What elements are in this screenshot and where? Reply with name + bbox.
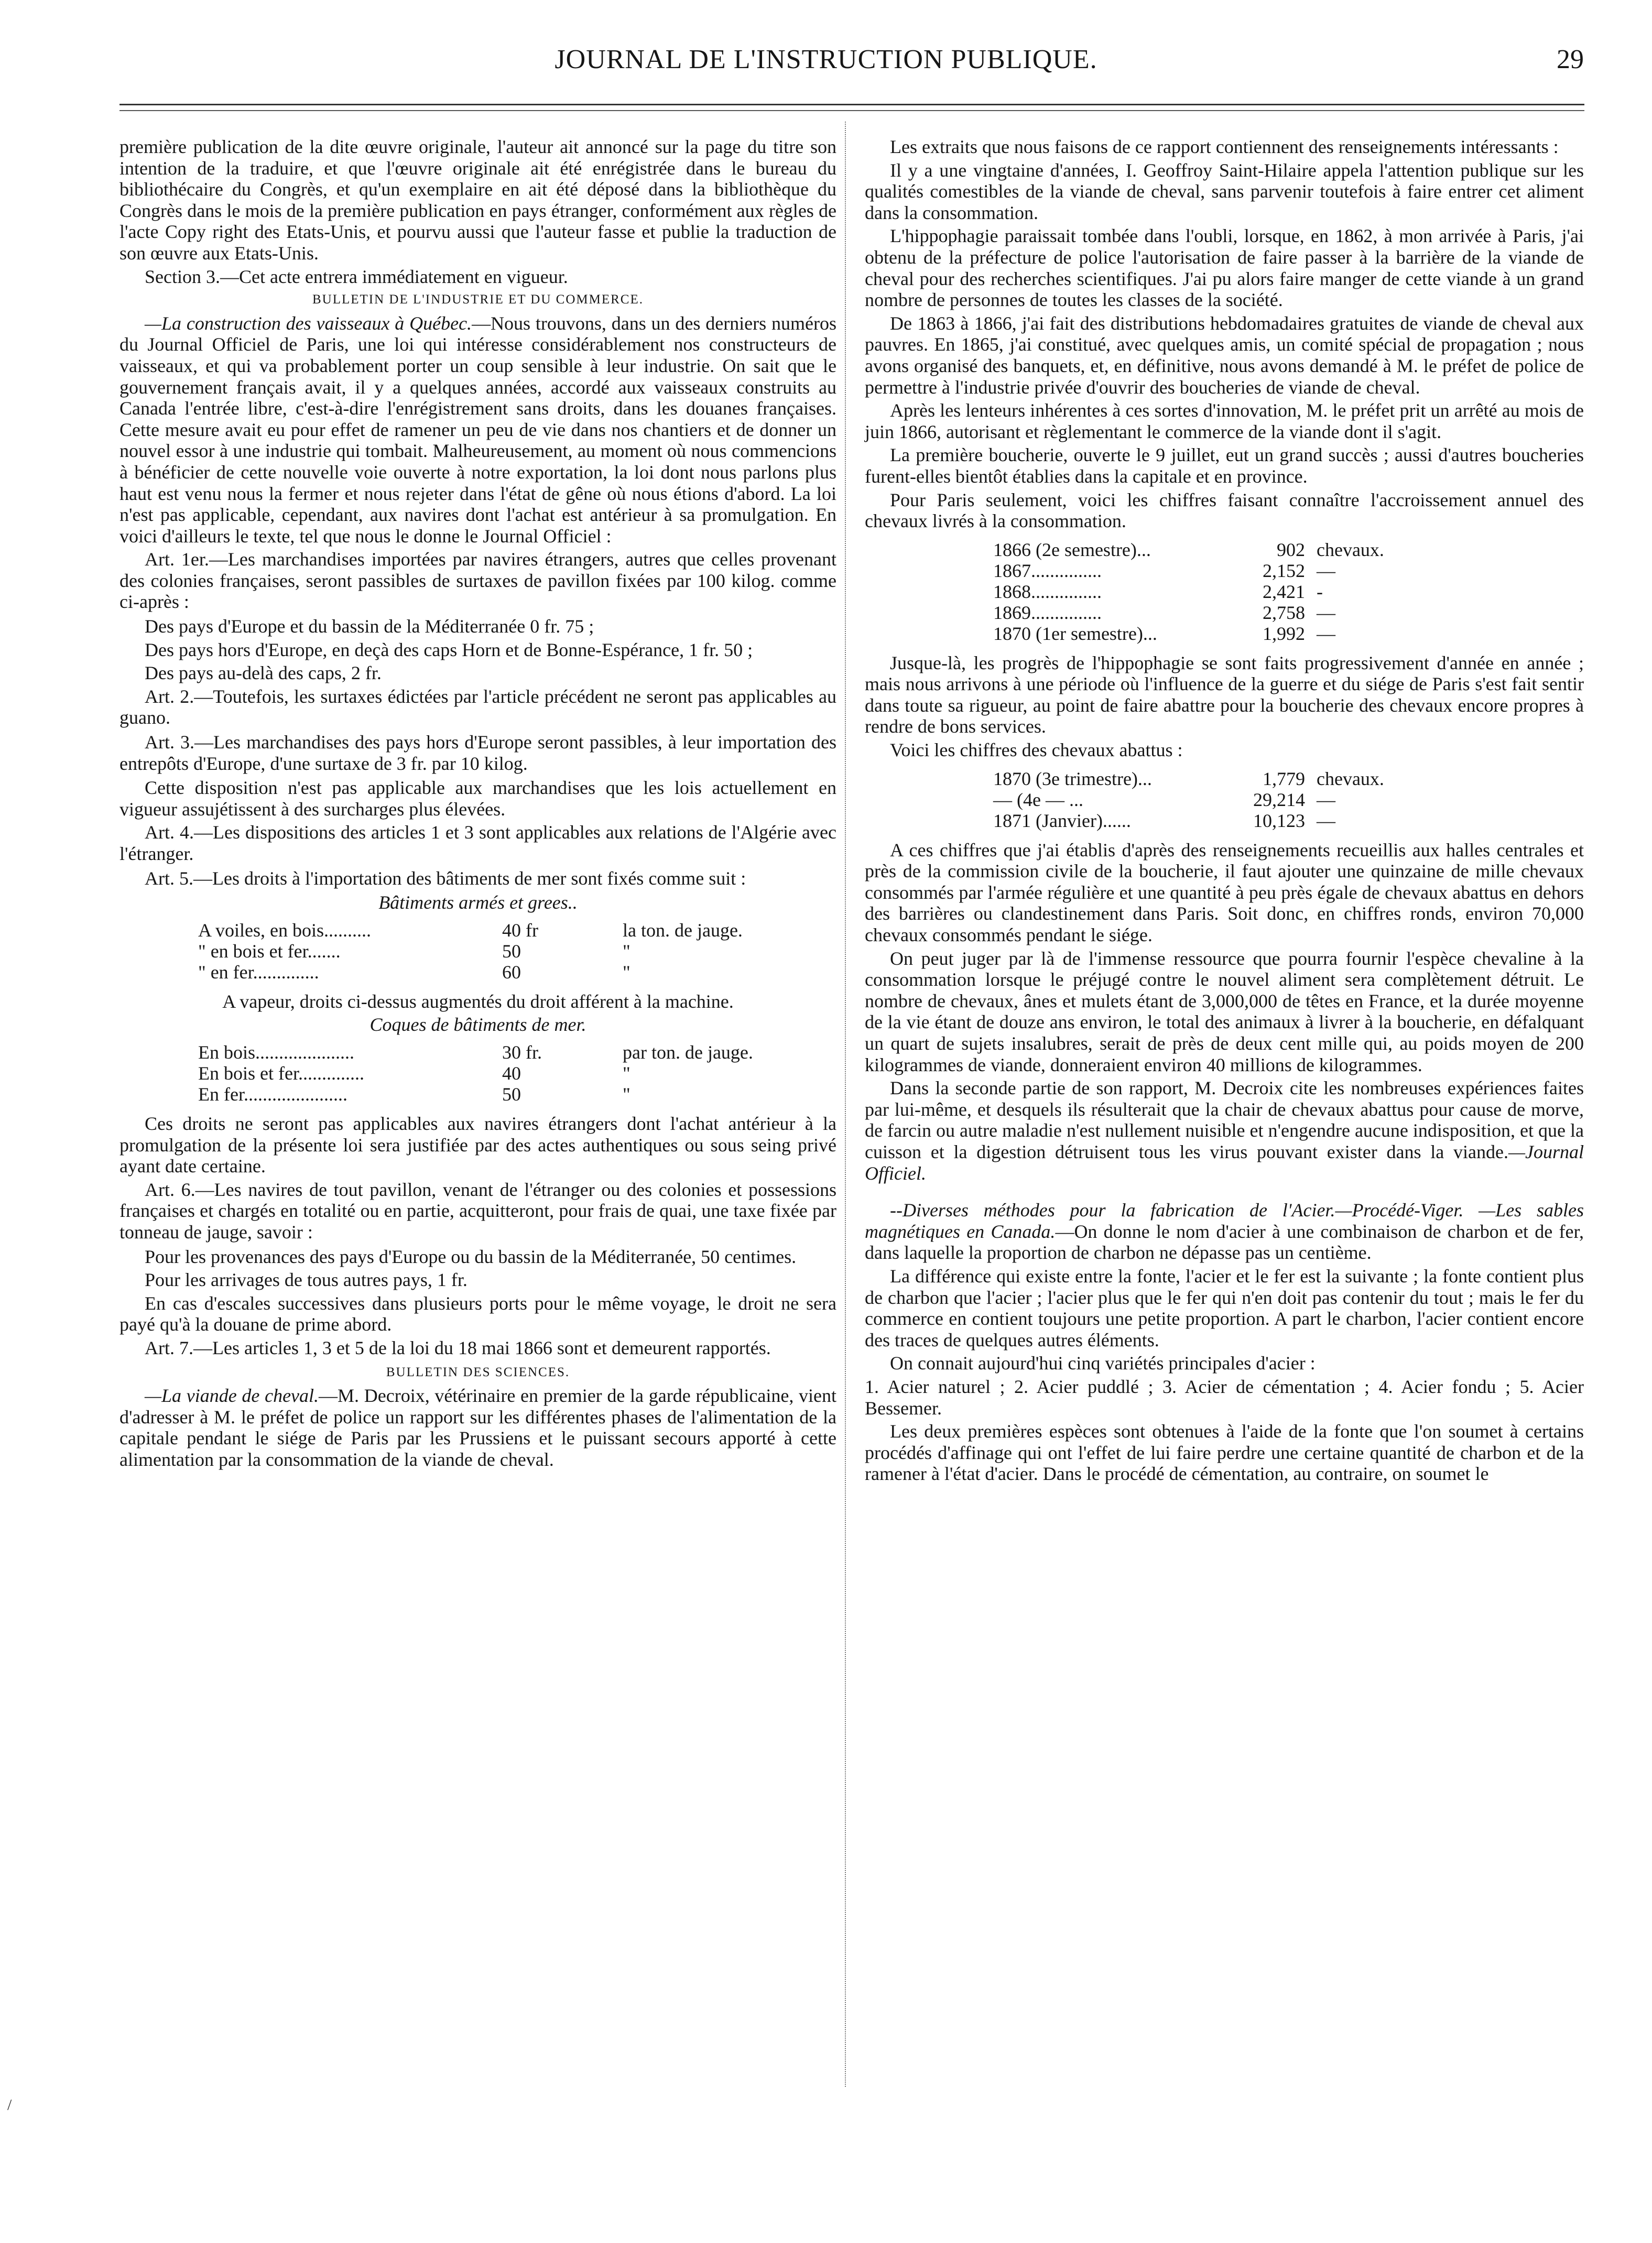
paragraph: Des pays au-delà des caps, 2 fr. — [145, 662, 382, 684]
section-heading-sciences: BULLETIN DES SCIENCES. — [386, 1365, 570, 1379]
tariff-label: " en bois et fer....... — [198, 940, 341, 962]
paragraph: Voici les chiffres des chevaux abattus : — [890, 739, 1183, 761]
stats-row — [865, 810, 1584, 831]
stats-unit: — — [1317, 789, 1335, 810]
paragraph: La différence qui existe entre la fonte, l'acier et le fer est la suivante ; la fonte contient plus de charbon que l'acier ; l'acier plus que le fer qui n'en doit pas contenir du tout ; mais le fer du commerce en contient toujours une petite proportion. A part le charbon, l'acier contient encore des traces de quelques autres éléments. — [865, 1265, 1584, 1351]
horse-stats-table — [865, 539, 1584, 644]
paragraph: Art. 4.—Les dispositions des articles 1 et 3 sont applicables aux relations de l'Algérie avec l'étranger. — [119, 822, 836, 864]
article-title: --Diverses méthodes pour la fabrication de l'Acier.—Procédé-Viger. —Les sables magnétiques en Canada. — [865, 1200, 1584, 1242]
paragraph: A ces chiffres que j'ai établis d'après des renseignements recueillis aux halles centrales et près de la commission civile de la boucherie, il faut ajouter une quinzaine de mille chevaux consommés par l'armée régulière et une quantité à peu près égale de chevaux abattus en dehors des barrières ou clandestinement dans Paris. Soit donc, en chiffres ronds, environ 70,000 chevaux consommés pendant le siége. — [865, 839, 1584, 946]
tariff-row — [119, 962, 836, 983]
stats-value: 902 — [1277, 539, 1305, 560]
stats-label: 1871 (Janvier)...... — [993, 810, 1131, 831]
stats-label: — (4e — ... — [993, 789, 1083, 810]
paragraph-body: Dans la seconde partie de son rapport, M. Decroix cite les nombreuses expériences faites par lui-même, et desquels ils résulterait que la chair de chevaux abattus pour cause de morve, de farcin ou autre maladie n'est nullement nuisible et n'engendre aucune indisposition, et que la cuisson et la digestion détruisent tous les virus pouvant exister dans la viande. — [865, 1077, 1584, 1162]
stats-row — [865, 539, 1584, 560]
paragraph: 1. Acier naturel ; 2. Acier puddlé ; 3. Acier de cémentation ; 4. Acier fondu ; 5. Acier Bessemer. — [865, 1376, 1584, 1419]
tariff-label: A voiles, en bois.......... — [198, 919, 371, 941]
paragraph: Pour Paris seulement, voici les chiffres faisant connaître l'accroissement annuel des chevaux livrés à la consommation. — [865, 489, 1584, 532]
tariff-row — [119, 1084, 836, 1105]
article-body: —M. Decroix, vétérinaire en premier de la garde républicaine, vient d'adresser à M. le préfet de police un rapport sur les différentes phases de l'alimentation de la capitale pendant le siége de Paris par les Prussiens et le puissant secours apporté à cette alimentation par la consommation de la viande de cheval. — [119, 1385, 837, 1470]
paragraph: Jusque-là, les progrès de l'hippophagie se sont faits progressivement d'année en année ; mais nous arrivons à une période où l'influence de la guerre et du siége de Paris s'est fait sentir dans toute sa rigueur, au point de faire abattre pour la boucherie des chevaux encore propres à rendre de bons services. — [865, 652, 1584, 737]
stats-row — [865, 581, 1584, 602]
paragraph: On connait aujourd'hui cinq variétés principales d'acier : — [890, 1353, 1316, 1374]
paragraph: première publication de la dite œuvre originale, l'auteur ait annoncé sur la page du titre son intention de la traduire, et que l'œuvre originale ait été enrégistrée dans le bureau du bibliothécaire du Congrès, et qu'un exemplaire en ait été déposé dans la bibliothèque du Congrès dans le mois de la première publication en pays étranger, conformément aux règles de l'acte Copy right des Etats-Unis, et pourvu aussi que l'auteur fasse et publie la traduction de son œuvre aux Etats-Unis. — [119, 136, 836, 264]
paragraph: Art. 3.—Les marchandises des pays hors d'Europe seront passibles, à leur importation des entrepôts d'Europe, d'une surtaxe de 3 fr. par 10 kilog. — [119, 732, 836, 774]
stats-value: 1,779 — [1263, 768, 1305, 789]
source-citation: —Journal Officiel. — [865, 1141, 1584, 1184]
page-header — [0, 44, 1652, 81]
paragraph: Art. 2.—Toutefois, les surtaxes édictées par l'article précédent ne seront pas applicables au guano. — [119, 685, 836, 728]
stats-unit: — — [1317, 560, 1335, 581]
stats-label: 1868............... — [993, 581, 1102, 602]
paragraph: Pour les arrivages de tous autres pays, 1 fr. — [145, 1269, 468, 1291]
paragraph: L'hippophagie paraissait tombée dans l'oubli, lorsque, en 1862, à mon arrivée à Paris, j'ai obtenu de la préfecture de police l'autorisation de faire passer à la barrière de la viande de cheval pour des recherches scientifiques. J'ai pu alors faire manger de cette viande à un grand nombre de personnes de toutes les classes de la société. — [865, 225, 1584, 311]
paragraph: Les deux premières espèces sont obtenues à l'aide de la fonte que l'on soumet à certains procédés d'affinage qui ont l'effet de lui faire perdre une certaine quantité de charbon et de la ramener à l'état d'acier. Dans le procédé de cémentation, au contraire, on soumet le — [865, 1421, 1584, 1485]
paragraph: De 1863 à 1866, j'ai fait des distributions hebdomadaires gratuites de viande de cheval aux pauvres. En 1865, j'ai constitué, avec quelques amis, un comité spécial de propagation ; nous avons organisé des banquets, et, en définitive, nous avons demandé à M. le préfet de police de permettre à l'industrie privée d'ouvrir des boucheries de viande de cheval. — [865, 312, 1584, 398]
paragraph: A vapeur, droits ci-dessus augmentés du droit afférent à la machine. — [222, 990, 734, 1012]
paragraph: Ces droits ne seront pas applicables aux navires étrangers dont l'achat antérieur à la promulgation de la présente loi sera justifiée par des actes authentiques ou sous seing privé ayant date certaine. — [119, 1113, 836, 1177]
article-acier — [865, 1200, 1584, 1264]
slaughter-stats-table — [865, 768, 1584, 831]
stats-row — [865, 623, 1584, 644]
tariff-label: En fer...................... — [198, 1083, 347, 1105]
page-number: 29 — [1557, 45, 1584, 74]
stats-value: 29,214 — [1253, 789, 1305, 810]
tariff-table-armed — [119, 920, 836, 983]
tariff-unit: " — [623, 940, 631, 962]
stats-label: 1869............... — [993, 602, 1102, 623]
tariff-row — [119, 941, 836, 962]
stats-value: 2,152 — [1263, 560, 1305, 581]
paragraph: Après les lenteurs inhérentes à ces sortes d'innovation, M. le préfet prit un arrêté au mois de juin 1866, autorisant et règlementant le commerce de la viande dont il s'agit. — [865, 400, 1584, 442]
article-title: —La viande de cheval. — [145, 1385, 319, 1407]
stats-value: 2,758 — [1263, 602, 1305, 623]
paragraph: Art. 1er.—Les marchandises importées par navires étrangers, autres que celles provenant des colonies françaises, seront passibles de surtaxes de pavillon fixées par 100 kilog. comme ci-après : — [119, 549, 836, 613]
paragraph: La première boucherie, ouverte le 9 juillet, eut un grand succès ; aussi d'autres boucheries furent-elles bientôt établies dans la capitale et en province. — [865, 444, 1584, 487]
paragraph: Cette disposition n'est pas applicable aux marchandises que les lois actuellement en vigueur assujétissent à des surcharges plus élevées. — [119, 777, 836, 820]
paragraph: Les extraits que nous faisons de ce rapport contiennent des renseignements intéressants : — [890, 136, 1559, 157]
tariff-price: 60 — [502, 961, 521, 983]
stats-row — [865, 602, 1584, 623]
article-body: —On donne le nom d'acier à une combinaison de charbon et de fer, dans laquelle la proportion de charbon ne dépasse pas un centième. — [865, 1221, 1584, 1264]
paragraph: Des pays d'Europe et du bassin de la Méditerranée 0 fr. 75 ; — [145, 616, 594, 637]
tariff-price: 50 — [502, 940, 521, 962]
tariff-price: 30 fr. — [502, 1041, 542, 1063]
tariff-unit: " — [623, 1062, 631, 1084]
stats-label: 1867............... — [993, 560, 1102, 581]
margin-mark: / — [7, 2096, 12, 2114]
section-heading-industrie: BULLETIN DE L'INDUSTRIE ET DU COMMERCE. — [312, 292, 644, 307]
article-title: —La construction des vaisseaux à Québec. — [145, 312, 472, 334]
article-body: —Nous trouvons, dans un des derniers numéros du Journal Officiel de Paris, une loi qui intéresse considérablement nos constructeurs de vaisseaux, et qui va probablement porter un coup sensible à leur industrie. On sait que le gouvernement français avait, il y a quelques années, accordé aux vaisseaux construits au Canada l'entrée libre, c'est-à-dire l'enrégistrement sans droits, dans les douanes françaises. Cette mesure avait eu pour effet de ramener un peu de vie dans nos chantiers et de donner un nouvel essor à une industrie qui tombait. Malheureusement, au moment où nous commencions à bénéficier de cette nouvelle voie ouverte à notre exportation, la loi dont nous parlons plus haut est venu nous la fermer et nous rejeter dans l'état de gêne où nous étions d'abord. La loi n'est pas applicable, cependant, aux navires dont l'achat est antérieur à sa promulgation. En voici d'ailleurs le texte, tel que nous le donne le Journal Officiel : — [119, 312, 836, 547]
stats-unit: - — [1317, 581, 1323, 602]
stats-value: 10,123 — [1253, 810, 1305, 831]
left-column — [119, 136, 836, 1472]
tariff-unit: la ton. de jauge. — [623, 919, 743, 941]
stats-row — [865, 560, 1584, 581]
stats-row — [865, 789, 1584, 810]
tariff-label: " en fer.............. — [198, 961, 319, 983]
tariff-unit: par ton. de jauge. — [623, 1041, 753, 1063]
stats-label: 1870 (3e trimestre)... — [993, 768, 1152, 789]
tariff-unit: " — [623, 961, 631, 983]
paragraph: Art. 6.—Les navires de tout pavillon, venant de l'étranger ou des colonies et possessions françaises et chargés en totalité ou en partie, acquitteront, pour frais de quai, une taxe fixée par tonneau de jauge, savoir : — [119, 1179, 836, 1243]
stats-unit: chevaux. — [1317, 539, 1384, 560]
journal-title: JOURNAL DE L'INSTRUCTION PUBLIQUE. — [555, 45, 1097, 74]
paragraph: Art. 5.—Les droits à l'importation des bâtiments de mer sont fixés comme suit : — [145, 867, 746, 889]
paragraph: Il y a une vingtaine d'années, I. Geoffroy Saint-Hilaire appela l'attention publique sur les qualités comestibles de la viande de cheval, sans parvenir toutefois à faire entrer cet aliment dans la consommation. — [865, 159, 1584, 223]
paragraph: Art. 7.—Les articles 1, 3 et 5 de la loi du 18 mai 1866 sont et demeurent rapportés. — [145, 1337, 771, 1358]
article-quebec — [119, 313, 836, 547]
paragraph: On peut juger par là de l'immense ressource que pourra fournir l'espèce chevaline à la consommation lorsque le préjugé contre le nouvel aliment sera complètement détruit. Le nombre de chevaux, ânes et mulets étant de 3,000,000 de têtes en France, et la durée moyenne de la vie étant de douze ans environ, le total des animaux à livrer à la boucherie, en défalquant un quart de sujets insalubres, serait de près de deux cent mille qui, au poids moyen de 200 kilogrammes de viande, donneraient environ 40 millions de kilogrammes. — [865, 948, 1584, 1075]
stats-label: 1866 (2e semestre)... — [993, 539, 1151, 560]
stats-value: 1,992 — [1263, 623, 1305, 644]
tariff-label: En bois et fer.............. — [198, 1062, 364, 1084]
column-divider — [845, 122, 846, 2087]
header-rule-thin — [119, 110, 1584, 111]
right-column — [865, 136, 1584, 1487]
tariff-subheading: Bâtiments armés et grees.. — [378, 892, 578, 913]
tariff-price: 50 — [502, 1083, 521, 1105]
tariff-table-hulls — [119, 1042, 836, 1105]
paragraph: Pour les provenances des pays d'Europe ou du bassin de la Méditerranée, 50 centimes. — [145, 1246, 797, 1267]
stats-unit: — — [1317, 623, 1335, 644]
header-rule — [119, 104, 1584, 105]
stats-row — [865, 768, 1584, 789]
paragraph: En cas d'escales successives dans plusieurs ports pour le même voyage, le droit ne sera payé qu'à la douane de prime abord. — [119, 1292, 836, 1335]
stats-unit: — — [1317, 602, 1335, 623]
paragraph-with-source — [865, 1077, 1584, 1184]
stats-value: 2,421 — [1263, 581, 1305, 602]
tariff-row — [119, 1042, 836, 1063]
tariff-row — [119, 1063, 836, 1084]
tariff-price: 40 — [502, 1062, 521, 1084]
stats-unit: — — [1317, 810, 1335, 831]
tariff-subheading: Coques de bâtiments de mer. — [369, 1014, 586, 1036]
stats-label: 1870 (1er semestre)... — [993, 623, 1157, 644]
tariff-price: 40 fr — [502, 919, 538, 941]
tariff-unit: " — [623, 1083, 631, 1105]
tariff-label: En bois..................... — [198, 1041, 355, 1063]
stats-unit: chevaux. — [1317, 768, 1384, 789]
tariff-row — [119, 920, 836, 941]
paragraph: Section 3.—Cet acte entrera immédiatement en vigueur. — [145, 266, 568, 287]
paragraph: Des pays hors d'Europe, en deçà des caps Horn et de Bonne-Espérance, 1 fr. 50 ; — [145, 639, 753, 660]
article-viande — [119, 1385, 836, 1470]
